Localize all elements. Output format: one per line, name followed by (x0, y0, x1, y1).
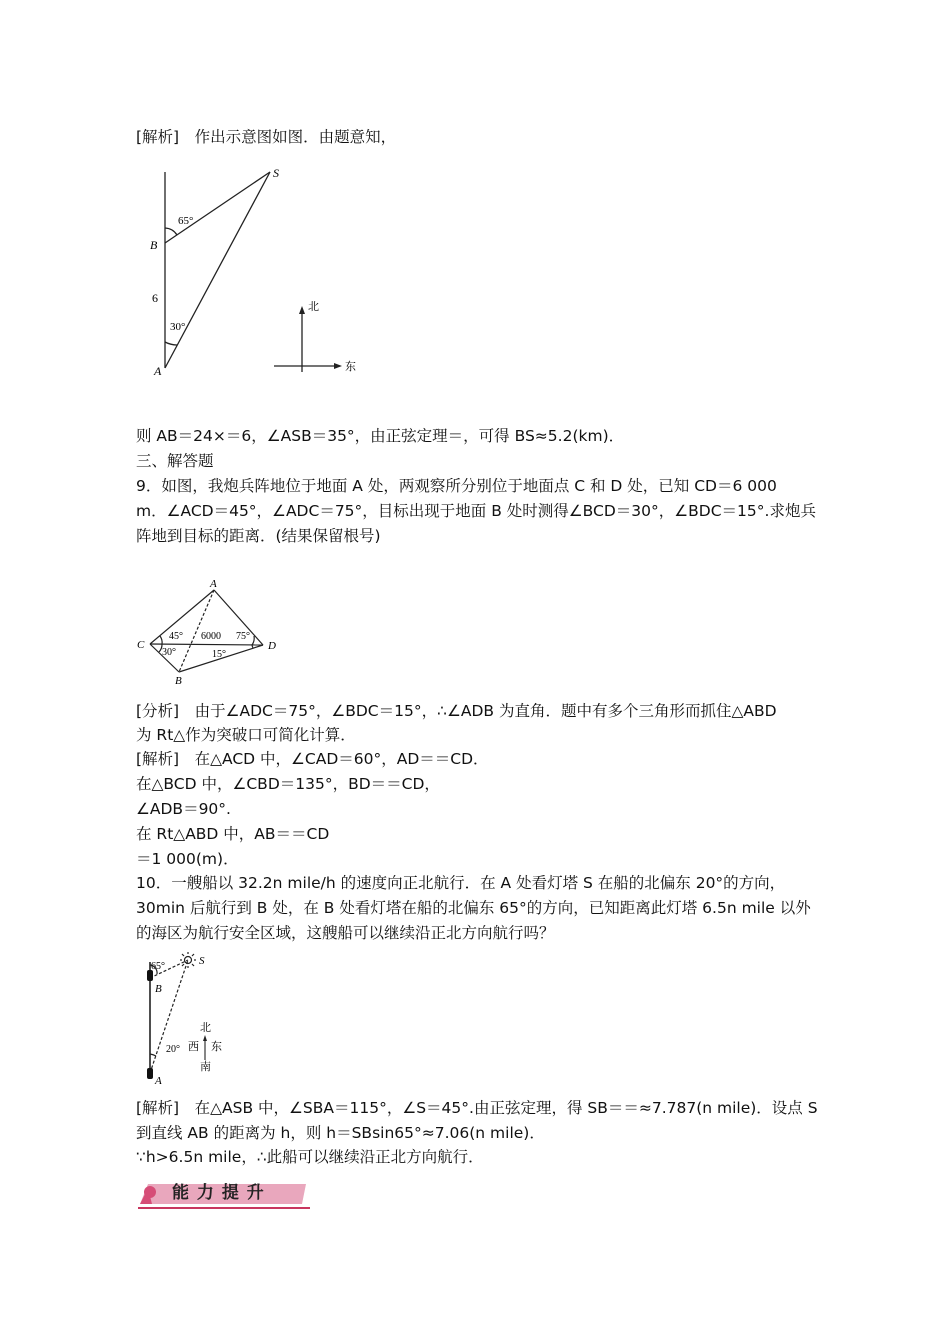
banner-title: 能 力 提 升 (172, 1183, 265, 1203)
problem-9-line-3: 阵地到目标的距离．(结果保留根号) (136, 527, 381, 545)
point-label-a: A (155, 1075, 162, 1087)
point-label-c: C (137, 639, 145, 651)
problem-9-line-2: m．∠ACD＝45°，∠ADC＝75°，目标出现于地面 B 处时测得∠BCD＝30°，∠BDC＝15°.求炮兵 (136, 502, 816, 520)
solution-10-line-3: ∵h>6.5n mile，∴此船可以继续沿正北方向航行． (136, 1148, 484, 1166)
angle-arc-75 (252, 636, 254, 645)
analysis-9-line-1: [分析] 由于∠ADC＝75°，∠BDC＝15°，∴∠ADB 为直角．题中有多个三角形而抓住△ABD (136, 702, 777, 720)
compass-north-label: 北 (308, 301, 319, 313)
point-label-b: B (155, 983, 162, 995)
point-label-s: S (199, 955, 205, 967)
solution-10-line-2: 到直线 AB 的距离为 h，则 h＝SBsin65°≈7.06(n mile)． (136, 1124, 545, 1142)
ship-a-icon (147, 1068, 153, 1079)
point-label-d: D (268, 640, 276, 652)
angle-label-75: 75° (236, 631, 250, 642)
east-arrow-icon (334, 363, 342, 369)
angle-label-15: 15° (212, 649, 226, 660)
solution-9-line-3: ∠ADB＝90°. (136, 800, 231, 818)
solution-9-line-2: 在△BCD 中，∠CBD＝135°，BD＝＝CD， (136, 775, 440, 793)
angle-label-30: 30° (170, 321, 186, 333)
point-label-b: B (150, 238, 158, 252)
solution-10-line-1: [解析] 在△ASB 中，∠SBA＝115°，∠S＝45°.由正弦定理，得 SB＝＝≈7.787(n mile)．设点 S (136, 1099, 818, 1117)
figure-lighthouse (138, 950, 238, 1090)
solution-9-line-4: 在 Rt△ABD 中，AB＝＝CD (136, 825, 330, 843)
compass-south-label: 南 (200, 1061, 211, 1073)
compass-west-label: 西 (188, 1041, 199, 1053)
compass-figure1 (268, 298, 368, 378)
angle-label-65: 65° (151, 961, 165, 972)
point-label-a: A (210, 578, 217, 590)
analysis-intro: [解析] 作出示意图如图．由题意知， (136, 128, 397, 146)
section-heading: 三、解答题 (136, 452, 214, 470)
angle-label-45: 45° (169, 631, 183, 642)
angle-arc-20 (150, 1054, 156, 1056)
angle-label-65: 65° (178, 215, 194, 227)
angle-label-30: 30° (162, 647, 176, 658)
solution-9-line-1: [解析] 在△ACD 中，∠CAD＝60°，AD＝＝CD． (136, 750, 489, 768)
segment-as (165, 172, 270, 368)
problem-9-line-1: 9．如图，我炮兵阵地位于地面 A 处，两观察所分别位于地面点 C 和 D 处，已知 CD＝6 000 (136, 477, 777, 495)
angle-label-20: 20° (166, 1044, 180, 1055)
length-label-6000: 6000 (201, 631, 221, 642)
point-label-s: S (273, 166, 279, 180)
point-label-a: A (154, 364, 162, 378)
problem-10-line-3: 的海区为航行安全区域，这艘船可以继续沿正北方向航行吗？ (136, 924, 555, 942)
point-label-b: B (175, 675, 182, 687)
north-arrow-icon (203, 1035, 207, 1041)
solution-9-line-5: ＝1 000(m)． (136, 850, 239, 868)
angle-arc-65 (165, 228, 177, 235)
compass-east-label: 东 (345, 361, 356, 373)
length-label-6: 6 (152, 291, 158, 305)
compass-east-label: 东 (211, 1041, 222, 1053)
analysis-9-line-2: 为 Rt△作为突破口可简化计算． (136, 726, 356, 744)
analysis-result-line: 则 AB＝24×＝6，∠ASB＝35°，由正弦定理＝，可得 BS≈5.2(km)． (136, 427, 625, 445)
segment-cd (150, 644, 263, 645)
angle-arc-45 (160, 636, 162, 644)
figure-quadrilateral-acbd (132, 576, 292, 688)
segment-bs (165, 172, 270, 243)
compass-figure3 (188, 1021, 222, 1073)
north-arrow-icon (299, 306, 305, 314)
section-banner (138, 1180, 310, 1210)
problem-10-line-1: 10．一艘船以 32.2n mile/h 的速度向正北航行．在 A 处看灯塔 S 在船的北偏东 20°的方向， (136, 874, 786, 892)
compass-north-label: 北 (200, 1022, 211, 1034)
problem-10-line-2: 30min 后航行到 B 处，在 B 处看灯塔在船的北偏东 65°的方向，已知距离此灯塔 6.5n mile 以外 (136, 899, 811, 917)
angle-arc-30 (165, 342, 177, 345)
